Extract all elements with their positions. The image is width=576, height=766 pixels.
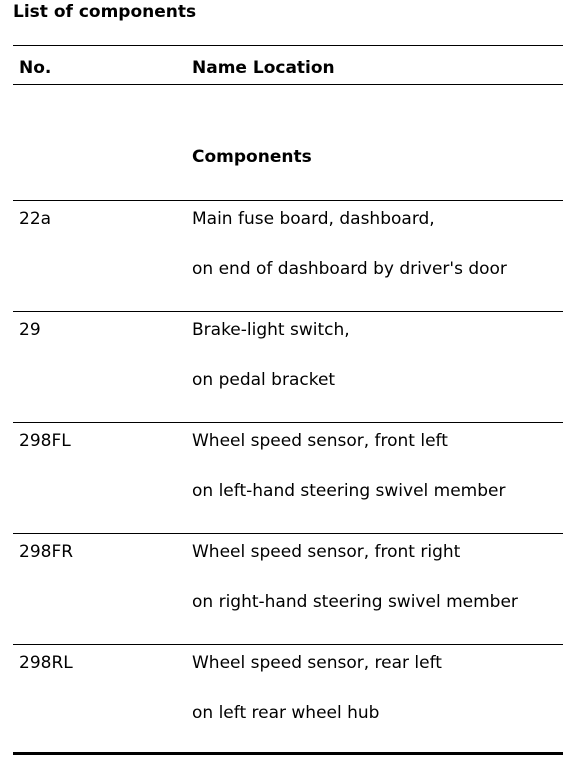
row-location: on left rear wheel hub (192, 703, 380, 723)
row-number: 298FL (19, 431, 71, 451)
table-top-rule (13, 45, 563, 46)
row-number: 298FR (19, 542, 74, 562)
row-location: on right-hand steering swivel member (192, 592, 518, 612)
row-name: Wheel speed sensor, rear left (192, 653, 442, 673)
column-header-name-location: Name Location (192, 58, 335, 78)
row-name: Brake-light switch, (192, 320, 350, 340)
row-location: on left-hand steering swivel member (192, 481, 506, 501)
row-number: 298RL (19, 653, 73, 673)
row-divider (13, 422, 563, 423)
document-title: List of components (13, 2, 197, 22)
row-divider (13, 533, 563, 534)
row-name: Wheel speed sensor, front right (192, 542, 461, 562)
row-divider (13, 644, 563, 645)
row-location: on pedal bracket (192, 370, 336, 390)
row-divider (13, 200, 563, 201)
row-name: Main fuse board, dashboard, (192, 209, 435, 229)
table-bottom-rule (13, 752, 563, 755)
row-number: 22a (19, 209, 52, 229)
row-location: on end of dashboard by driver's door (192, 259, 507, 279)
column-header-no: No. (19, 58, 52, 78)
header-bottom-rule (13, 84, 563, 85)
row-divider (13, 311, 563, 312)
row-name: Wheel speed sensor, front left (192, 431, 448, 451)
row-number: 29 (19, 320, 41, 340)
section-heading: Components (192, 147, 312, 167)
